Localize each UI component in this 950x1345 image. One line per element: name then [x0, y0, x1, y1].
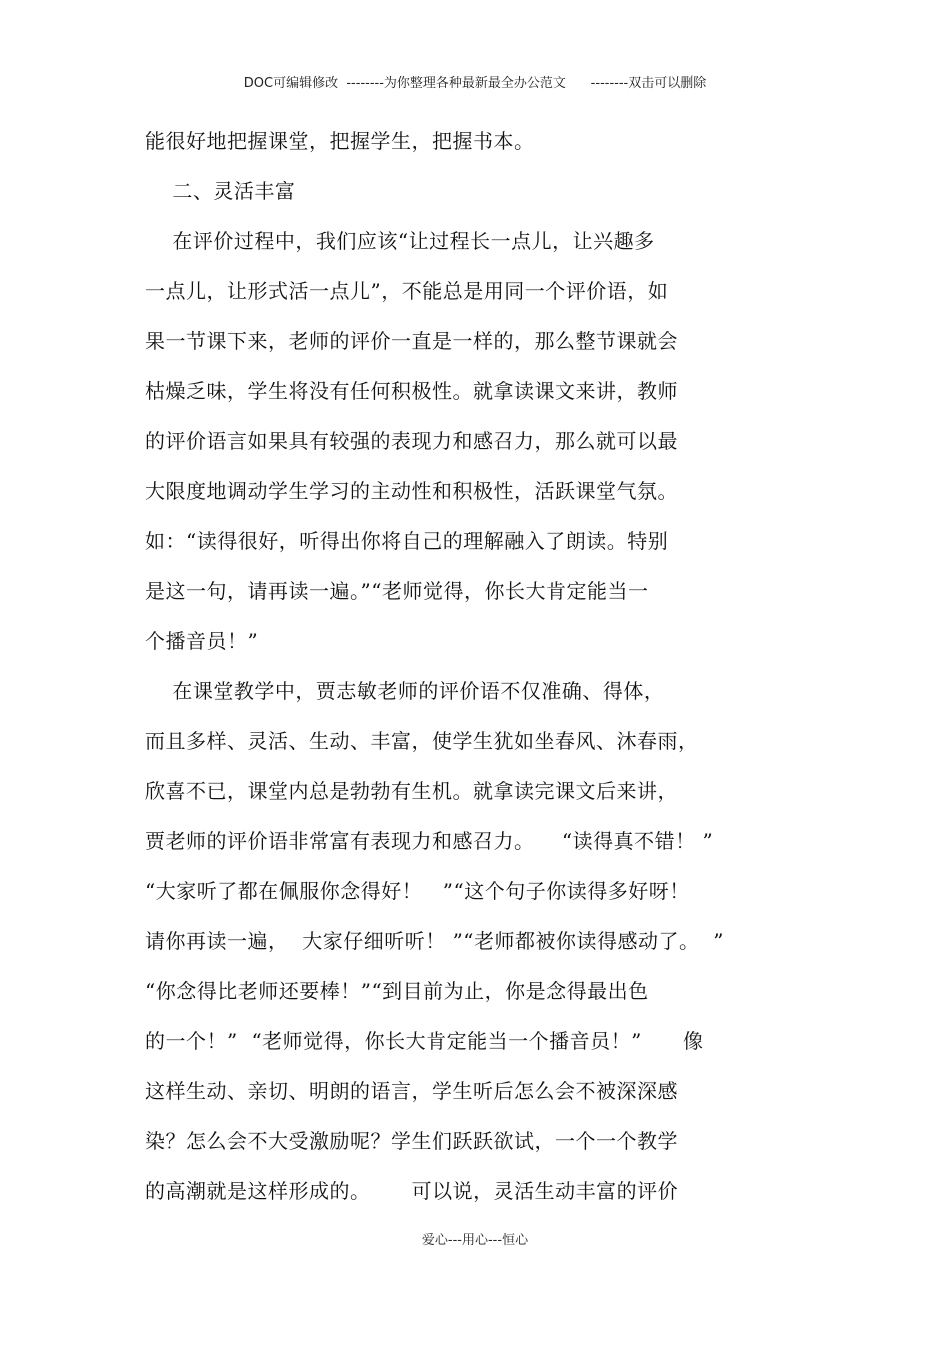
page-footer: 爱心---用心---恒心	[421, 1233, 529, 1248]
section-heading: 二、灵活丰富	[145, 179, 296, 203]
text-line: 这样生动、亲切、明朗的语言，学生听后怎么会不被深深感	[145, 1079, 678, 1103]
text-line: 如：“读得很好，听得出你将自己的理解融入了朗读。特别	[145, 529, 669, 553]
text-line: 一点儿，让形式活一点儿”，不能总是用同一个评价语，如	[145, 279, 669, 303]
text-line: 请你再读一遍， 大家仔细听听！ ”“老师都被你读得感动了。 ”	[145, 929, 724, 953]
text-line: 是这一句，请再读一遍。”“老师觉得，你长大肯定能当一	[145, 579, 649, 603]
text-line: 的一个！” “老师觉得，你长大肯定能当一个播音员！” 像	[145, 1029, 704, 1053]
text-line: 大限度地调动学生学习的主动性和积极性，活跃课堂气氛。	[145, 479, 678, 503]
text-line: “大家听了都在佩服你念得好！ ”“这个句子你读得多好呀！	[145, 879, 690, 903]
text-line: 在评价过程中，我们应该“让过程长一点儿，让兴趣多	[145, 229, 655, 253]
text-line: “你念得比老师还要棒！”“到目前为止，你是念得最出色	[145, 979, 649, 1003]
text-line: 在课堂教学中，贾志敏老师的评价语不仅准确、得体，	[145, 679, 665, 703]
text-line: 的高潮就是这样形成的。 可以说，灵活生动丰富的评价	[145, 1179, 679, 1203]
text-line: 能很好地把握课堂，把握学生，把握书本。	[145, 129, 535, 153]
text-line: 果一节课下来，老师的评价一直是一样的，那么整节课就会	[145, 329, 678, 353]
text-line: 欣喜不已，课堂内总是勃勃有生机。就拿读完课文后来讲，	[145, 779, 678, 803]
text-line: 的评价语言如果具有较强的表现力和感召力，那么就可以最	[145, 429, 678, 453]
text-line: 个播音员！”	[145, 629, 259, 653]
text-line: 染？怎么会不大受激励呢？学生们跃跃欲试，一个一个教学	[145, 1129, 678, 1153]
page-header: DOC可编辑修改 --------为你整理各种最新最全办公范文 --------双击可以删除	[243, 76, 707, 91]
text-line: 而且多样、灵活、生动、丰富，使学生犹如坐春风、沐春雨，	[145, 729, 699, 753]
text-line: 枯燥乏味，学生将没有任何积极性。就拿读课文来讲，教师	[145, 379, 678, 403]
text-line: 贾老师的评价语非常富有表现力和感召力。 “读得真不错！ ”	[145, 829, 714, 853]
